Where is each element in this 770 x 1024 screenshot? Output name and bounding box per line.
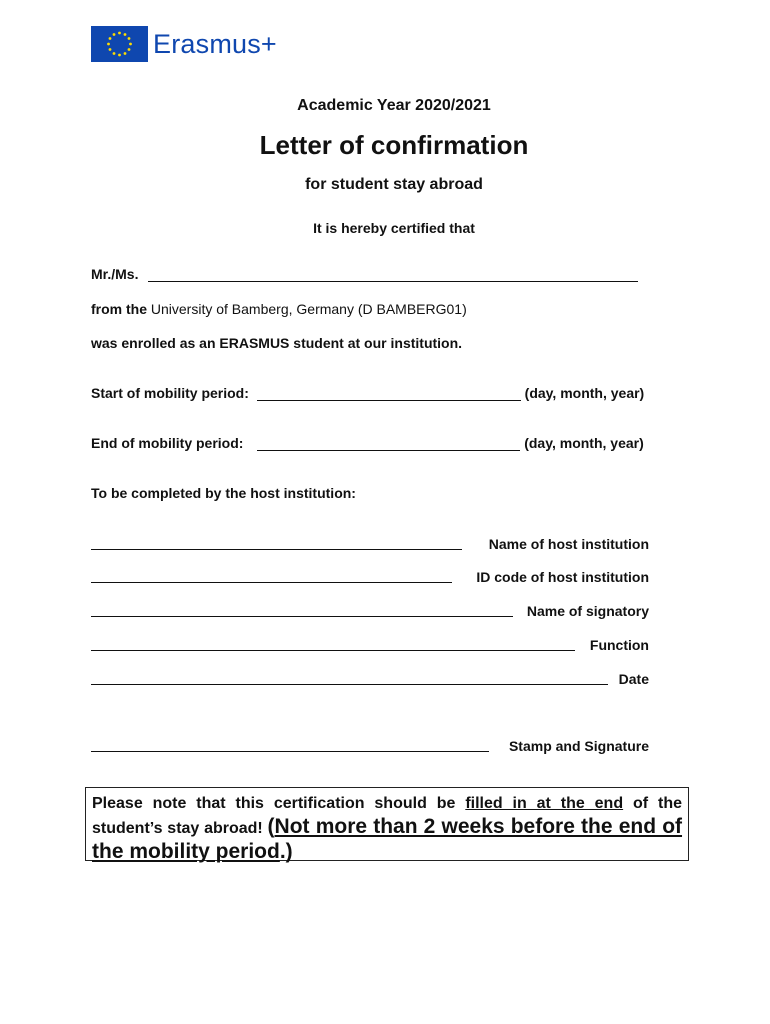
note-text-6: .) (279, 840, 293, 863)
date-label: Date (618, 671, 649, 687)
name-row (91, 266, 638, 282)
host-id-field[interactable] (91, 582, 452, 583)
page-subtitle: for student stay abroad (305, 176, 483, 193)
university-name: University of Bamberg, Germany (D BAMBERG01) (150, 301, 467, 317)
start-date-field[interactable] (257, 386, 521, 401)
signatory-row (91, 601, 649, 619)
page-title: Letter of confirmation (259, 130, 529, 160)
from-row (91, 301, 467, 317)
stamp-field[interactable] (91, 751, 489, 752)
end-date-field[interactable] (257, 436, 520, 451)
note-text-4: ( (267, 815, 275, 838)
academic-year: Academic Year 2020/2021 (297, 97, 491, 114)
logo-wordmark: Erasmus+ (153, 29, 277, 59)
host-id-row (91, 567, 649, 585)
host-heading: To be completed by the host institution: (91, 485, 356, 501)
end-date-format: (day, month, year) (524, 435, 644, 451)
host-name-label: Name of host institution (488, 536, 649, 552)
date-field[interactable] (91, 684, 608, 685)
erasmus-logo (91, 26, 291, 66)
signatory-label: Name of signatory (526, 603, 649, 619)
note-text-5: Not more than 2 weeks before the end of the mobility period (92, 815, 683, 863)
stamp-row (91, 736, 649, 754)
start-date-format: (day, month, year) (524, 385, 645, 401)
note-box (85, 787, 689, 861)
end-row (91, 435, 644, 451)
note-text-2: filled in at the end (465, 795, 624, 812)
start-label: Start of mobility period: (91, 385, 249, 401)
host-name-row (91, 534, 649, 552)
function-row (91, 635, 649, 653)
from-label: from the (91, 301, 147, 317)
stamp-label: Stamp and Signature (508, 738, 649, 754)
eu-flag-icon (91, 26, 148, 62)
note-text-3: of the student’s stay abroad! (92, 795, 683, 837)
note-text-1: Please note that this certification should be (92, 795, 456, 812)
function-field[interactable] (91, 650, 575, 651)
signatory-field[interactable] (91, 616, 513, 617)
date-row (91, 669, 649, 687)
eu-stars-icon (91, 26, 148, 62)
name-label: Mr./Ms. (91, 266, 139, 282)
enrolled-statement: was enrolled as an ERASMUS student at our institution. (91, 335, 463, 351)
end-label: End of mobility period: (91, 435, 244, 451)
certified-statement: It is hereby certified that (313, 220, 475, 236)
host-id-label: ID code of host institution (476, 569, 649, 585)
name-field[interactable] (148, 267, 638, 282)
host-name-field[interactable] (91, 549, 462, 550)
function-label: Function (589, 637, 649, 653)
start-row (91, 385, 644, 401)
